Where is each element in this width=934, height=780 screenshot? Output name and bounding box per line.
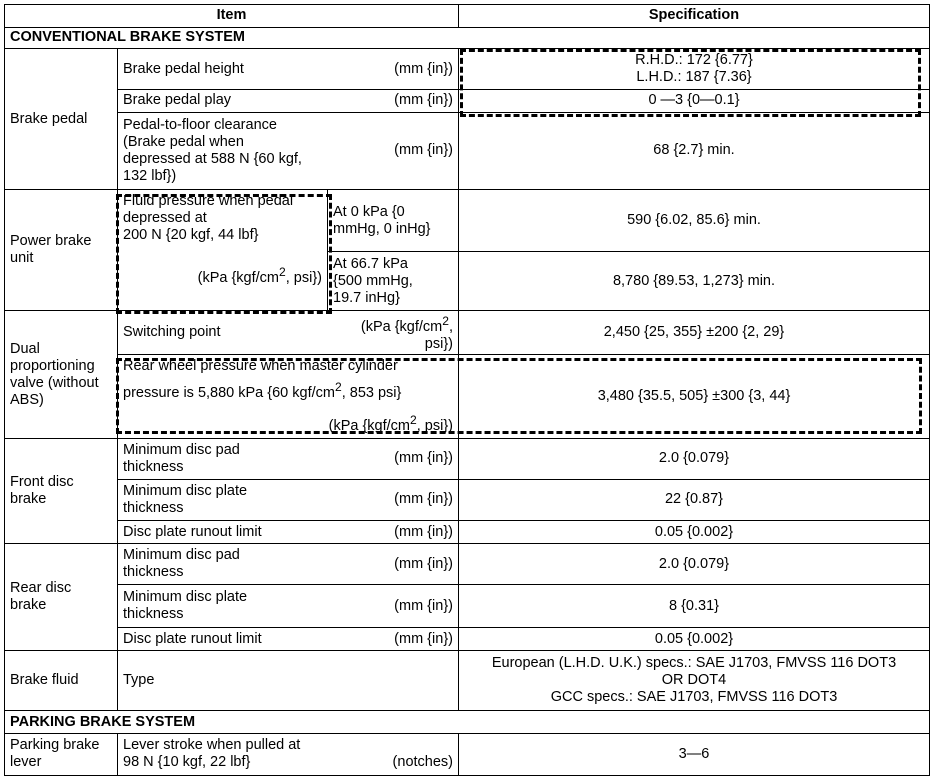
label-line: (Brake pedal when [123,133,244,150]
group-brake-fluid: Brake fluid [5,650,118,710]
item-label: Switching point [123,324,221,341]
item-label: Brake pedal play [123,92,232,109]
item-cell [118,355,459,439]
group-line: valve (without [10,374,99,391]
unit-label: (mm {in}) [394,491,453,508]
label-line: Pedal-to-floor clearance [123,116,277,133]
group-brake-pedal: Brake pedal [5,49,118,190]
spec-value: 8,780 {89.53, 1,273} min. [459,251,930,310]
spec-value: 22 {0.87} [459,479,930,520]
table-row [5,190,930,251]
table-row [5,520,930,544]
label-line: thickness [123,458,184,475]
section-parking: PARKING BRAKE SYSTEM [5,711,930,734]
unit-text: , psi}) [416,417,453,434]
item-cell [118,585,459,628]
label-line: thickness [123,606,184,623]
spec-value: 2.0 {0.079} [459,544,930,585]
label-line: depressed at 588 N {60 kgf, [123,150,302,167]
spec-line: R.H.D.: 172 {6.77} [635,52,753,69]
unit-sup: 2 [442,313,449,328]
unit-text: (kPa {kgf/cm [328,417,411,434]
item-label: Disc plate runout limit [123,523,262,540]
condition-cell [328,190,459,251]
item-label: Disc plate runout limit [123,630,262,647]
spec-value: 0.05 {0.002} [459,628,930,651]
label-line: thickness [123,564,184,581]
unit-label [123,264,322,287]
item-cell [118,520,459,544]
table-row [5,90,930,113]
group-rear-disc [5,544,118,651]
item-label: Brake pedal height [123,60,244,77]
label-line: Minimum disc plate [123,482,248,499]
label-line: Minimum disc pad [123,441,240,458]
group-line: unit [10,250,34,267]
table-row [5,479,930,520]
group-line: brake [10,597,47,614]
header-item: Item [5,5,459,28]
item-label: Type [118,650,459,710]
label-line: Rear wheel pressure when master cylinder [123,358,398,375]
item-fluid-pressure [118,190,328,311]
table-row [5,544,930,585]
unit-label: (mm {in}) [394,555,453,572]
table-row [5,628,930,651]
label-line: 132 lbf}) [123,167,177,184]
header-specification: Specification [459,5,930,28]
item-cell [118,479,459,520]
unit-text: , psi}) [285,270,322,287]
condition-cell [328,251,459,310]
item-label [123,547,240,581]
spec-line: GCC specs.: SAE J1703, FMVSS 116 DOT3 [550,689,838,706]
unit-label: (mm {in}) [394,630,453,647]
table-row [5,112,930,190]
spec-value: 2,450 {25, 355} ±200 {2, 29} [459,311,930,355]
table-row [5,733,930,775]
unit-text: (kPa {kgf/cm [197,270,280,287]
label-line: 200 N {20 kgf, 44 lbf} [123,227,259,244]
item-label [123,442,240,476]
item-cell [118,544,459,585]
table-row [5,650,930,710]
item-cell [118,628,459,651]
spec-value: 8 {0.31} [459,585,930,628]
item-cell [118,438,459,479]
item-cell [118,49,459,90]
group-line: brake [10,491,47,508]
group-line: lever [10,754,42,771]
spec-value: 68 {2.7} min. [459,112,930,190]
unit-text: psi}) [424,335,453,352]
group-line: Power brake [10,233,92,250]
item-cell [118,311,459,355]
unit-text: , [448,318,453,335]
header-row [5,5,930,28]
unit-sup: 2 [279,265,286,280]
label-line: Minimum disc pad [123,547,240,564]
group-line: Front disc [10,474,74,491]
label-text: pressure is 5,880 kPa {60 kgf/cm [123,385,335,402]
label-line [123,377,453,404]
label-sup: 2 [334,380,342,395]
table-row [5,355,930,439]
label-line: depressed at [123,210,207,227]
spec-value: 3,480 {35.5, 505} ±300 {3, 44} [459,355,930,439]
label-line: Lever stroke when pulled at [123,737,301,754]
cond-line: {500 mmHg, [333,272,413,289]
unit-label: (mm {in}) [394,523,453,540]
cond-line: At 0 kPa {0 [333,203,405,220]
spec-value: 590 {6.02, 85.6} min. [459,190,930,251]
unit-label [123,410,453,437]
group-dual-valve [5,311,118,439]
item-label [123,737,300,771]
spec-line: European (L.H.D. U.K.) specs.: SAE J1703, FMVSS 116 DOT3 [491,655,897,672]
unit-sup: 2 [410,413,417,428]
item-label [123,589,247,623]
group-front-disc [5,438,118,543]
section-conventional: CONVENTIONAL BRAKE SYSTEM [5,27,930,49]
cond-line: 19.7 inHg} [333,289,400,306]
spec-line: L.H.D.: 187 {7.36} [636,69,752,86]
table-row [5,438,930,479]
group-parking-lever [5,733,118,775]
spec-line: OR DOT4 [661,672,727,689]
unit-label: (mm {in}) [394,450,453,467]
label-line: thickness [123,499,184,516]
cond-line: At 66.7 kPa [333,255,408,272]
table-row [5,49,930,90]
spec-cell [459,650,930,710]
group-line: proportioning [10,357,95,374]
spec-table [4,4,930,776]
unit-label: (mm {in}) [394,597,453,614]
label-line: Fluid pressure when pedal [123,193,294,210]
table-row [5,311,930,355]
item-label [123,117,302,185]
section-row [5,27,930,49]
group-power-brake [5,190,118,311]
spec-value: 3—6 [459,733,930,775]
group-line: ABS) [10,391,44,408]
group-line: Dual [10,340,40,357]
group-line: Parking brake [10,737,100,754]
unit-text: (kPa {kgf/cm [360,318,443,335]
unit-label: (mm {in}) [394,60,453,77]
spec-value: 0 —3 {0—0.1} [459,90,930,113]
label-text: , 853 psi} [341,385,402,402]
unit-label: (mm {in}) [394,142,453,159]
spec-value: 0.05 {0.002} [459,520,930,544]
item-cell [118,90,459,113]
label-line: Minimum disc plate [123,589,248,606]
unit-label: (notches) [392,754,453,771]
cond-line: mmHg, 0 inHg} [333,220,431,237]
spec-value: 2.0 {0.079} [459,438,930,479]
group-line: Rear disc [10,580,72,597]
item-cell [118,112,459,190]
item-label [123,483,247,517]
section-row [5,711,930,734]
unit-label [361,313,453,353]
item-cell [118,733,459,775]
table-row [5,585,930,628]
spec-cell [459,49,930,90]
unit-label: (mm {in}) [394,92,453,109]
label-line: 98 N {10 kgf, 22 lbf} [123,754,251,771]
